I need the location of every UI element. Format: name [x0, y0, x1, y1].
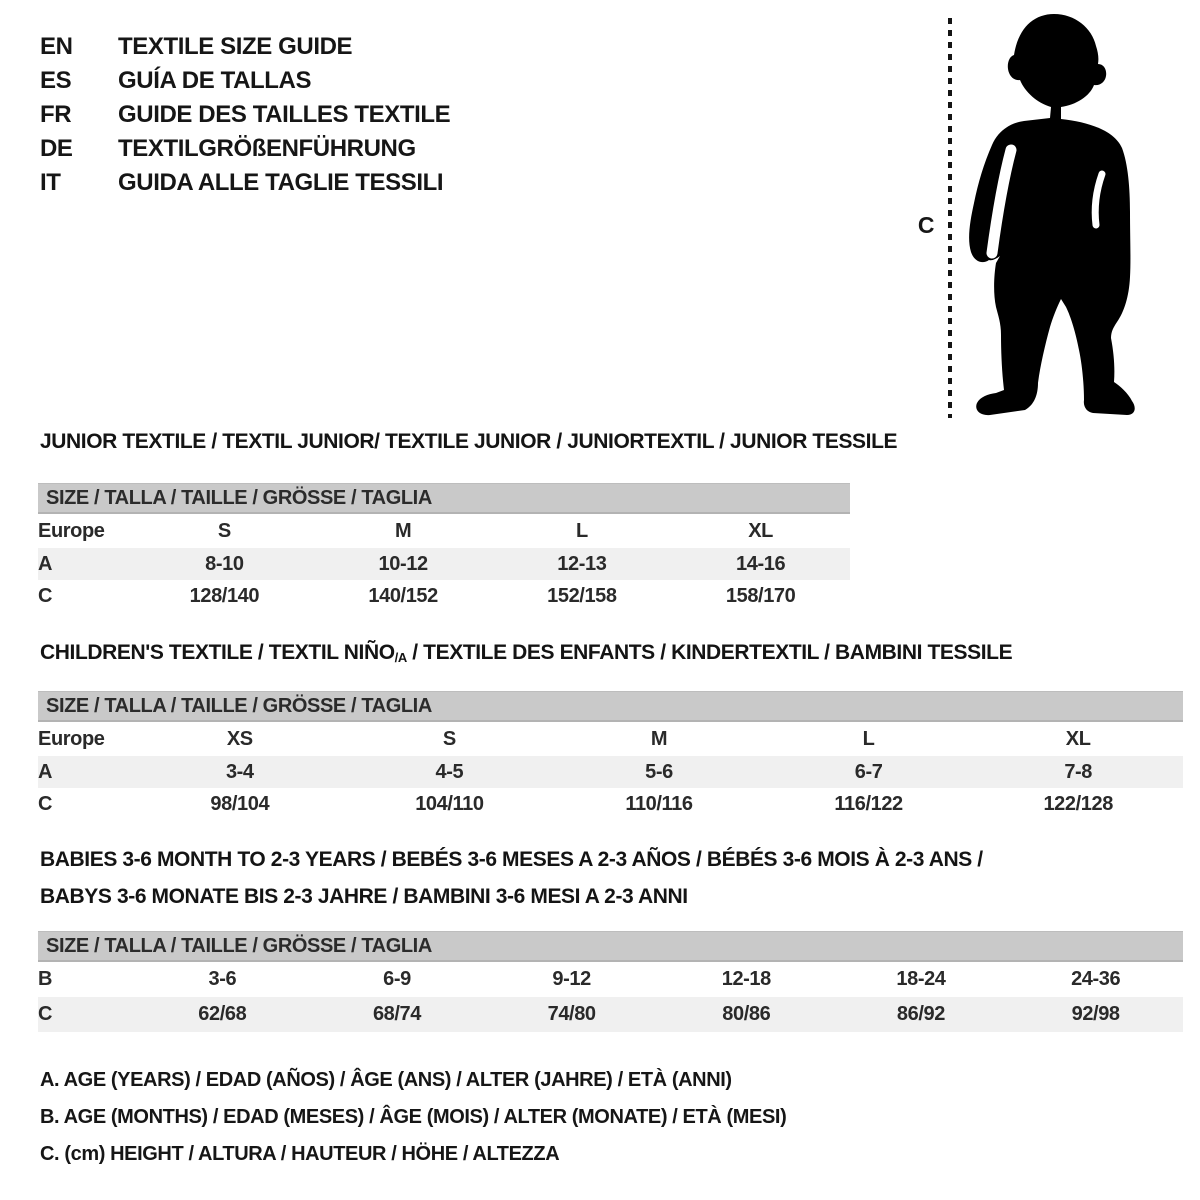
age-value: 12-13: [493, 548, 672, 580]
babies-size-table: [38, 931, 1183, 1032]
height-cm-row: [38, 788, 1183, 820]
europe-sizes-row: [38, 513, 850, 548]
row-label: C: [38, 792, 53, 815]
size-value: XL: [1065, 727, 1091, 750]
children-size-table: [38, 691, 1183, 820]
size-value: S: [217, 519, 231, 542]
age-value: 14-16: [671, 548, 850, 580]
height-value: 74/80: [484, 997, 659, 1032]
height-value: 86/92: [834, 997, 1009, 1032]
lang-row-es: [40, 64, 450, 98]
age-years-row: [38, 756, 1183, 788]
babies-section-title: [40, 841, 983, 915]
age-value: 9-12: [552, 968, 591, 990]
size-value: S: [442, 727, 456, 750]
lang-code: ES: [40, 67, 72, 94]
age-value: 5-6: [554, 756, 764, 788]
height-value: 68/74: [310, 997, 485, 1032]
age-months-row: [38, 961, 1183, 997]
lang-code: FR: [40, 101, 72, 128]
size-value: XL: [748, 519, 773, 542]
age-value: 12-18: [721, 968, 771, 990]
lang-title: GUIDE DES TAILLES TEXTILE: [118, 101, 451, 128]
row-label: A: [38, 756, 135, 788]
row-label: Europe: [38, 727, 105, 750]
height-value: 62/68: [135, 997, 310, 1032]
lang-row-en: [40, 30, 450, 64]
junior-section-title: JUNIOR TEXTILE / TEXTIL JUNIOR/ TEXTILE JUNIOR / JUNIORTEXTIL / JUNIOR TESSILE: [40, 430, 898, 453]
row-label: B: [38, 968, 53, 990]
height-cm-row: [38, 580, 850, 612]
children-section-title: [40, 641, 1012, 665]
legend-age-months: B. AGE (MONTHS) / EDAD (MESES) / ÂGE (MOIS) / ALTER (MONATE) / ETÀ (MESI): [40, 1106, 787, 1128]
size-value: XS: [226, 727, 253, 750]
age-value: 18-24: [896, 968, 946, 990]
size-header-label: SIZE / TALLA / TAILLE / GRÖSSE / TAGLIA: [38, 932, 1183, 962]
height-value: 80/86: [659, 997, 834, 1032]
height-value: 128/140: [189, 584, 260, 607]
lang-row-it: [40, 166, 450, 200]
height-value: 116/122: [834, 792, 903, 815]
row-label: A: [38, 548, 135, 580]
size-header-row: [38, 932, 1183, 962]
age-value: 7-8: [973, 756, 1183, 788]
height-cm-row: [38, 997, 1183, 1032]
measure-legend: [40, 1062, 786, 1173]
lang-row-fr: [40, 98, 450, 132]
age-value: 6-9: [383, 968, 411, 990]
legend-age-years: A. AGE (YEARS) / EDAD (AÑOS) / ÂGE (ANS) / ALTER (JAHRE) / ETÀ (ANNI): [40, 1069, 732, 1091]
europe-sizes-row: [38, 721, 1183, 756]
height-value: 158/170: [725, 584, 796, 607]
height-value: 122/128: [1043, 792, 1113, 815]
height-value: 98/104: [210, 792, 270, 815]
lang-row-de: [40, 132, 450, 166]
legend-height-cm: C. (cm) HEIGHT / ALTURA / HAUTEUR / HÖHE / ALTEZZA: [40, 1143, 560, 1165]
children-title-sub: /A: [394, 650, 407, 665]
age-years-row: [38, 548, 850, 580]
lang-code: DE: [40, 135, 73, 162]
age-value: 3-6: [208, 968, 237, 990]
lang-title: GUÍA DE TALLAS: [118, 67, 312, 94]
lang-title: TEXTILE SIZE GUIDE: [118, 33, 353, 60]
size-header-row: [38, 484, 850, 514]
size-value: M: [394, 519, 412, 542]
size-header-label: SIZE / TALLA / TAILLE / GRÖSSE / TAGLIA: [38, 484, 850, 514]
babies-title-line2: BABYS 3-6 MONATE BIS 2-3 JAHRE / BAMBINI 3-6 MESI A 2-3 ANNI: [40, 885, 688, 908]
height-value: 92/98: [1008, 997, 1183, 1032]
age-value: 6-7: [764, 756, 974, 788]
language-title-list: [40, 30, 450, 200]
row-label: C: [38, 584, 53, 607]
size-header-label: SIZE / TALLA / TAILLE / GRÖSSE / TAGLIA: [38, 692, 1183, 722]
height-measure-label: C: [917, 212, 935, 238]
height-value: 104/110: [415, 792, 484, 815]
toddler-silhouette-icon: [962, 12, 1142, 422]
row-label: Europe: [38, 519, 105, 542]
children-title-post: / TEXTILE DES ENFANTS / KINDERTEXTIL / BAMBINI TESSILE: [406, 641, 1013, 664]
height-value: 152/158: [547, 584, 617, 607]
height-value: 110/116: [625, 792, 693, 815]
babies-title-line1: BABIES 3-6 MONTH TO 2-3 YEARS / BEBÉS 3-6 MESES A 2-3 AÑOS / BÉBÉS 3-6 MOIS À 2-3 ANS /: [40, 848, 983, 871]
size-value: M: [650, 727, 668, 750]
lang-code: EN: [40, 33, 73, 60]
height-value: 140/152: [368, 584, 438, 607]
age-value: 3-4: [135, 756, 345, 788]
age-value: 10-12: [314, 548, 493, 580]
age-value: 4-5: [345, 756, 555, 788]
age-value: 24-36: [1071, 968, 1121, 990]
lang-title: TEXTILGRÖßENFÜHRUNG: [118, 135, 416, 162]
height-measure-dashed-line: [948, 18, 952, 418]
age-value: 8-10: [135, 548, 314, 580]
row-label: C: [38, 997, 135, 1032]
size-header-row: [38, 692, 1183, 722]
size-value: L: [862, 727, 875, 750]
lang-code: IT: [40, 169, 61, 196]
junior-size-table: [38, 483, 850, 612]
lang-title: GUIDA ALLE TAGLIE TESSILI: [118, 169, 444, 196]
children-title-pre: CHILDREN'S TEXTILE / TEXTIL NIÑO: [40, 641, 395, 664]
size-value: L: [575, 519, 588, 542]
